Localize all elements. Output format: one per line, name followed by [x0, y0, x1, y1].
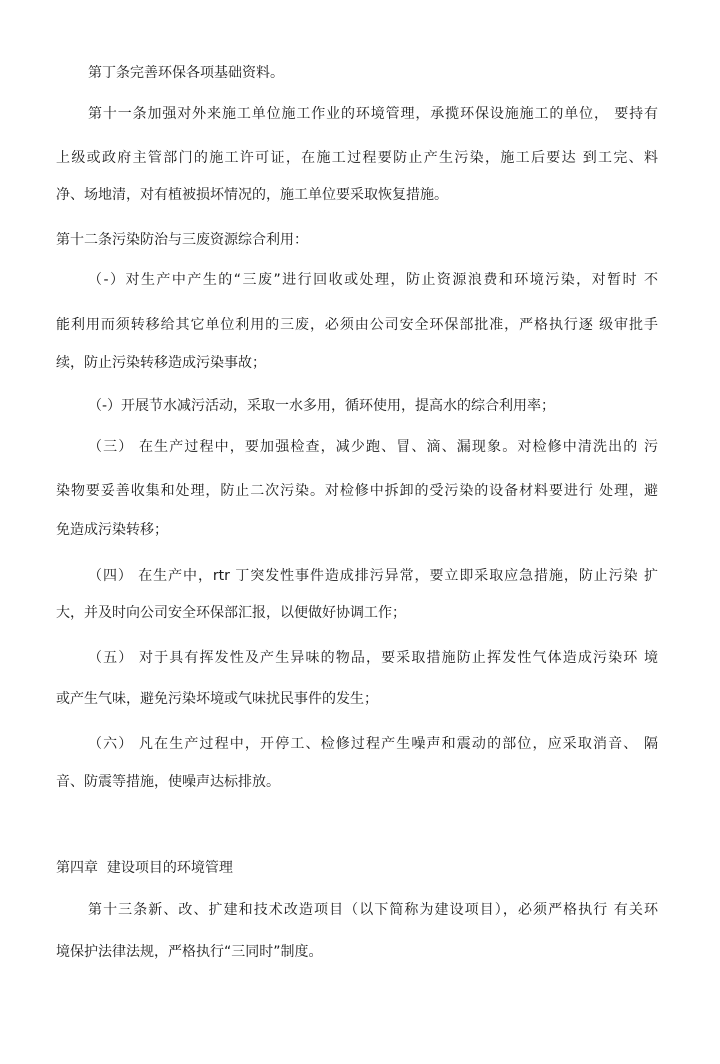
text-line-item-1-2: 能利用而须转移给其它单位利用的三废，必须由公司安全环保部批准，严格执行逐 级审批手 — [56, 317, 658, 333]
text-line-item-3-2: 染物要妥善收集和处理，防止二次污染。对检修中拆卸的受污染的设备材料要进行 处理，避 — [56, 483, 658, 499]
text-line-article-13-1: 第十三条新、改、扩建和技术改造项目（以下简称为建设项目），必须严格执行 有关环 — [88, 902, 658, 918]
text-line-item-2: （-）开展节水减污活动，采取一水多用，循环使用，提高水的综合利用率； — [88, 398, 556, 414]
chapter-heading-4: 第四章 建设项目的环境管理 — [56, 860, 233, 876]
text-line-item-5-1: （五） 对于具有挥发性及产生异味的物品，要采取措施防止挥发性气体造成污染环 境 — [88, 650, 658, 666]
text-line-item-1-3: 续，防止污染转移造成污染事故； — [56, 355, 266, 371]
text-line-article-11-3: 净、场地清，对有植被损坏情况的，施工单位要采取恢复措施。 — [56, 187, 448, 203]
text-line-article-12-title: 第十二条污染防治与三废资源综合利用： — [56, 232, 308, 248]
text-line-item-6-1: （六） 凡在生产过程中，开停工、检修过程产生噪声和震动的部位，应采取消音、 隔 — [88, 736, 658, 752]
text-line-item-3-1: （三） 在生产过程中，要加强检查，减少跑、冒、滴、漏现象。对检修中清洗出的 污 — [88, 439, 658, 455]
text-line-item-5-2: 或产生气味，避免污染坏境或气味扰民事件的发生； — [56, 691, 378, 707]
text-line-article-11-2: 上级或政府主管部门的施工许可证，在施工过程要防止产生污染，施工后要达 到工完、料 — [56, 150, 658, 166]
text-line-article-11-1: 第十一条加强对外来施工单位施工作业的环境管理，承揽环保设施施工的单位， 要持有 — [88, 106, 658, 122]
text-line-item-4-2: 大，并及时向公司安全环保部汇报，以便做好协调工作； — [56, 605, 406, 621]
text-line-article-10: 第丁条完善环保各项基础资料。 — [88, 65, 284, 81]
text-line-item-6-2: 音、防震等措施，使噪声达标排放。 — [56, 774, 280, 790]
text-line-article-13-2: 境保护法律法规，严格执行“三同时”制度。 — [56, 944, 323, 960]
text-line-item-4-1: （四） 在生产中，rtr 丁突发性事件造成排污异常，要立即采取应急措施，防止污染 扩 — [88, 568, 658, 584]
text-line-item-1-1: （-）对生产中产生的“三废”进行回收或处理，防止资源浪费和环境污染，对暂时 不 — [88, 272, 658, 288]
text-line-item-3-3: 免造成污染转移； — [56, 522, 168, 538]
